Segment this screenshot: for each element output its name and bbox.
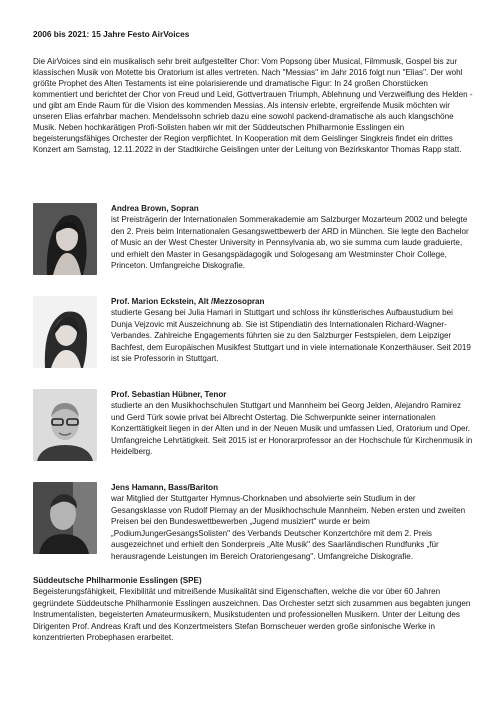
soloist-name: Prof. Sebastian Hübner, Tenor (111, 390, 227, 399)
soloist-name: Jens Hamann, Bass/Bariton (111, 483, 219, 492)
orchestra-section (33, 575, 473, 644)
soloist-name: Prof. Marion Eckstein, Alt /Mezzosopran (111, 297, 265, 306)
soloist-bio (111, 482, 473, 562)
portrait-photo-tenor (33, 389, 97, 461)
soloist-andrea-brown (33, 203, 473, 296)
orchestra-description: Begeisterungsfähigkeit, Flexibilität und mitreißende Musikalität sind Eigenschaften, welche die vor über 60 Jahren gegründete Süddeutsche Philharmonie Esslingen auszeichnen. Das Orchester setzt sich zusammen aus begabten jungen Instrumentalisten, begeisterten Amateurmusikern, Musikstudenten und professionellen Musikern. Unter der Leitung des Dirigenten Prof. Andreas Kraft und des Konzertmeisters Stefan Bornscheuer werden große sinfonische Werke in konzentrierten Probephasen erarbeitet. (33, 587, 471, 643)
soloist-bio (111, 203, 473, 272)
portrait-photo-alto (33, 296, 97, 368)
soloist-bio (111, 389, 473, 458)
soloist-description: studierte an den Musikhochschulen Stuttgart und Mannheim bei Georg Jelden, Alejandro Ramirez und Gerd Türk sowie privat bei Albrecht Ostertag. Die Schwerpunkte seiner internationalen Konzerttätigkeit liegen in der Alten und in der Neuen Musik und umfassen Lied, Oratorium und Oper. Umfangreiche Lehrtätigkeit. Seit 2015 ist er Honorarprofessor an der Hochschule für Kirchenmusik in Heidelberg. (111, 401, 473, 457)
soloist-description: ist Preisträgerin der Internationalen Sommerakademie am Salzburger Mozarteum 2002 und belegte den 2. Preis beim Internationalen Gesangswettbewerb der ARD in München. Sie legte den Bachelor of Music an der West Chester University in Pennsylvania ab, wo sie summa cum laude graduierte, und erhielt den Master in Gesangspädagogik und Sologesang am Westminster Choir College, Princeton. Umfangreiche Diskografie. (111, 215, 469, 271)
soloist-jens-hamann (33, 482, 473, 575)
concert-program-page (33, 30, 473, 155)
portrait-photo-soprano (33, 203, 97, 275)
portrait-photo-bass (33, 482, 97, 554)
soloist-description: war Mitglied der Stuttgarter Hymnus-Chorknaben und absolvierte sein Studium in der Gesangsklasse von Rudolf Piernay an der Musikhochschule Mannheim. Neben ersten und zweiten Preisen bei den Bundeswettbewerben „Jugend musiziert" wurde er beim „PodiumJungerGesangsSolisten" des Verbands Deutscher Konzertchöre mit dem 2. Preis ausgezeichnet und erhielt den Sonderpreis „Alte Musik" des Saarländischen Rundfunks „für herausragende Leistungen im Bereich Oratoriengesang". Umfangreiche Diskografie. (111, 494, 466, 561)
orchestra-name: Süddeutsche Philharmonie Esslingen (SPE) (33, 576, 202, 585)
intro-paragraph: Die AirVoices sind ein musikalisch sehr breit aufgestellter Chor: Vom Popsong über Musical, Filmmusik, Gospel bis zur klassischen Musik von Motette bis Oratorium ist alles vertreten. Nach "Messias" im Jahr 2016 folgt nun "Elias". Der wohl größte Prophet des Alten Testaments ist eine polarisierende und dramatische Figur: In 24 großen Chorstücken kommentiert und berichtet der Chor von Freud und Leid, Gottvertrauen Triumph, Ablehnung und Verzweiflung des Helden - und gibt am Ende Raum für die Vision des kommenden Messias. Als intensiv erlebte, ergreifende Musik möchten wir unseren Elias erfahrbar machen. Mendelssohn schrieb dazu eine sowohl packend-dramatische als auch klangschöne Musik. Neben hochkarätigen Profi-Solisten haben wir mit der Süddeutschen Philharmonie Esslingen ein begeisterungsfähiges Orchester der Region verpflichtet. In Kooperation mit dem Geislinger Singkreis findet ein drittes Konzert am Samstag, 12.11.2022 in der Stadtkirche Geislingen unter der Leitung von Bezirkskantor Thomas Rapp statt. (33, 56, 473, 154)
soloist-bio (111, 296, 473, 365)
soloist-name: Andrea Brown, Sopran (111, 204, 199, 213)
soloist-marion-eckstein (33, 296, 473, 389)
soloist-description: studierte Gesang bei Julia Hamari in Stuttgart und schloss ihr künstlerisches Aufbaustudium bei Dunja Vejzovic mit Auszeichnung ab. Sie ist Stipendiatin des Internationalen Richard-Wagner-Verbandes. Zahlreiche Engagements führten sie zu den Salzburger Festspielen, dem Leipziger Bachfest, dem Europäischen Musikfest Stuttgart und in viele internationale Konzerthäuser. Seit 2019 ist sie Professorin in Stuttgart. (111, 308, 471, 364)
page-heading: 2006 bis 2021: 15 Jahre Festo AirVoices (33, 29, 190, 39)
soloist-list (33, 203, 473, 575)
soloist-sebastian-huebner (33, 389, 473, 482)
